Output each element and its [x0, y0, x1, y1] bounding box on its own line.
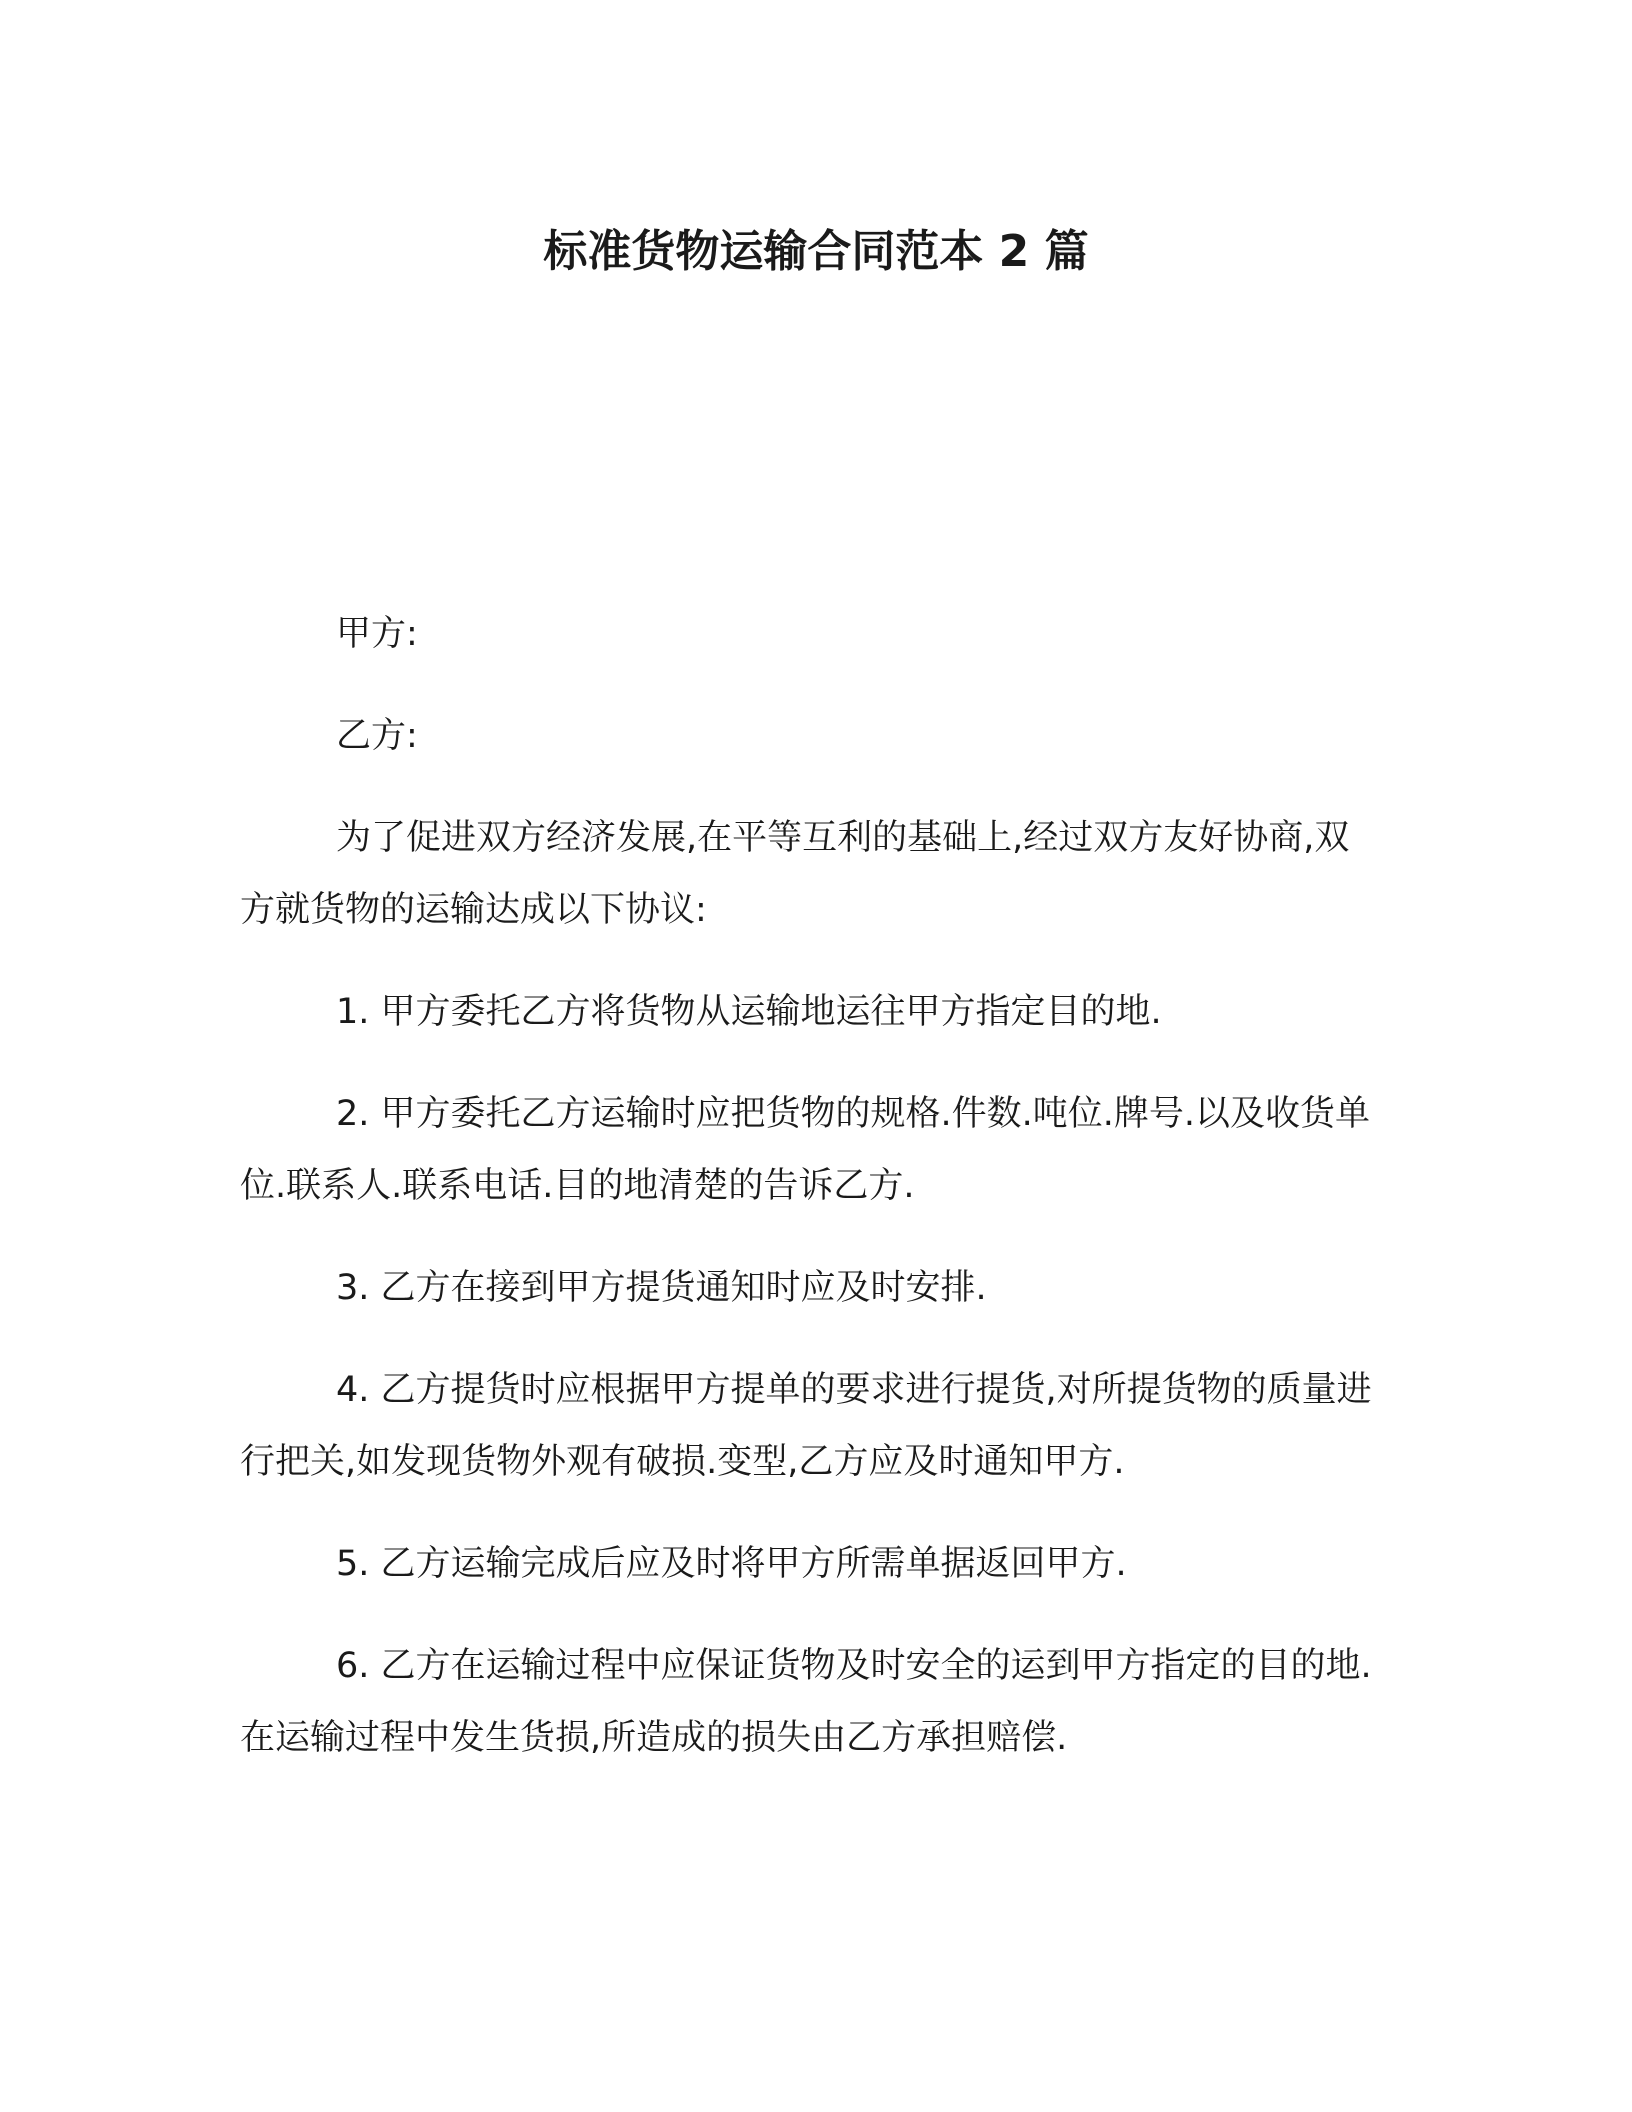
document-body: [240, 598, 1380, 1804]
preamble-paragraph: 为了促进双方经济发展,在平等互利的基础上,经过双方友好协商,双方就货物的运输达成以下协议:: [240, 818, 1350, 930]
party-a-label: 甲方:: [336, 614, 418, 654]
clause-1: 1. 甲方委托乙方将货物从运输地运往甲方指定目的地.: [336, 992, 1162, 1032]
party-b-label: 乙方:: [336, 716, 418, 756]
clause-3: 3. 乙方在接到甲方提货通知时应及时安排.: [336, 1268, 987, 1308]
document-title: 标准货物运输合同范本 2 篇: [543, 226, 1089, 277]
clause-5: 5. 乙方运输完成后应及时将甲方所需单据返回甲方.: [336, 1544, 1127, 1584]
clause-2: 2. 甲方委托乙方运输时应把货物的规格.件数.吨位.牌号.以及收货单位.联系人.联系电话.目的地清楚的告诉乙方.: [240, 1094, 1371, 1206]
clause-6: 6. 乙方在运输过程中应保证货物及时安全的运到甲方指定的目的地.在运输过程中发生货损,所造成的损失由乙方承担赔偿.: [240, 1646, 1372, 1758]
clause-4: 4. 乙方提货时应根据甲方提单的要求进行提货,对所提货物的质量进行把关,如发现货物外观有破损.变型,乙方应及时通知甲方.: [240, 1370, 1372, 1482]
